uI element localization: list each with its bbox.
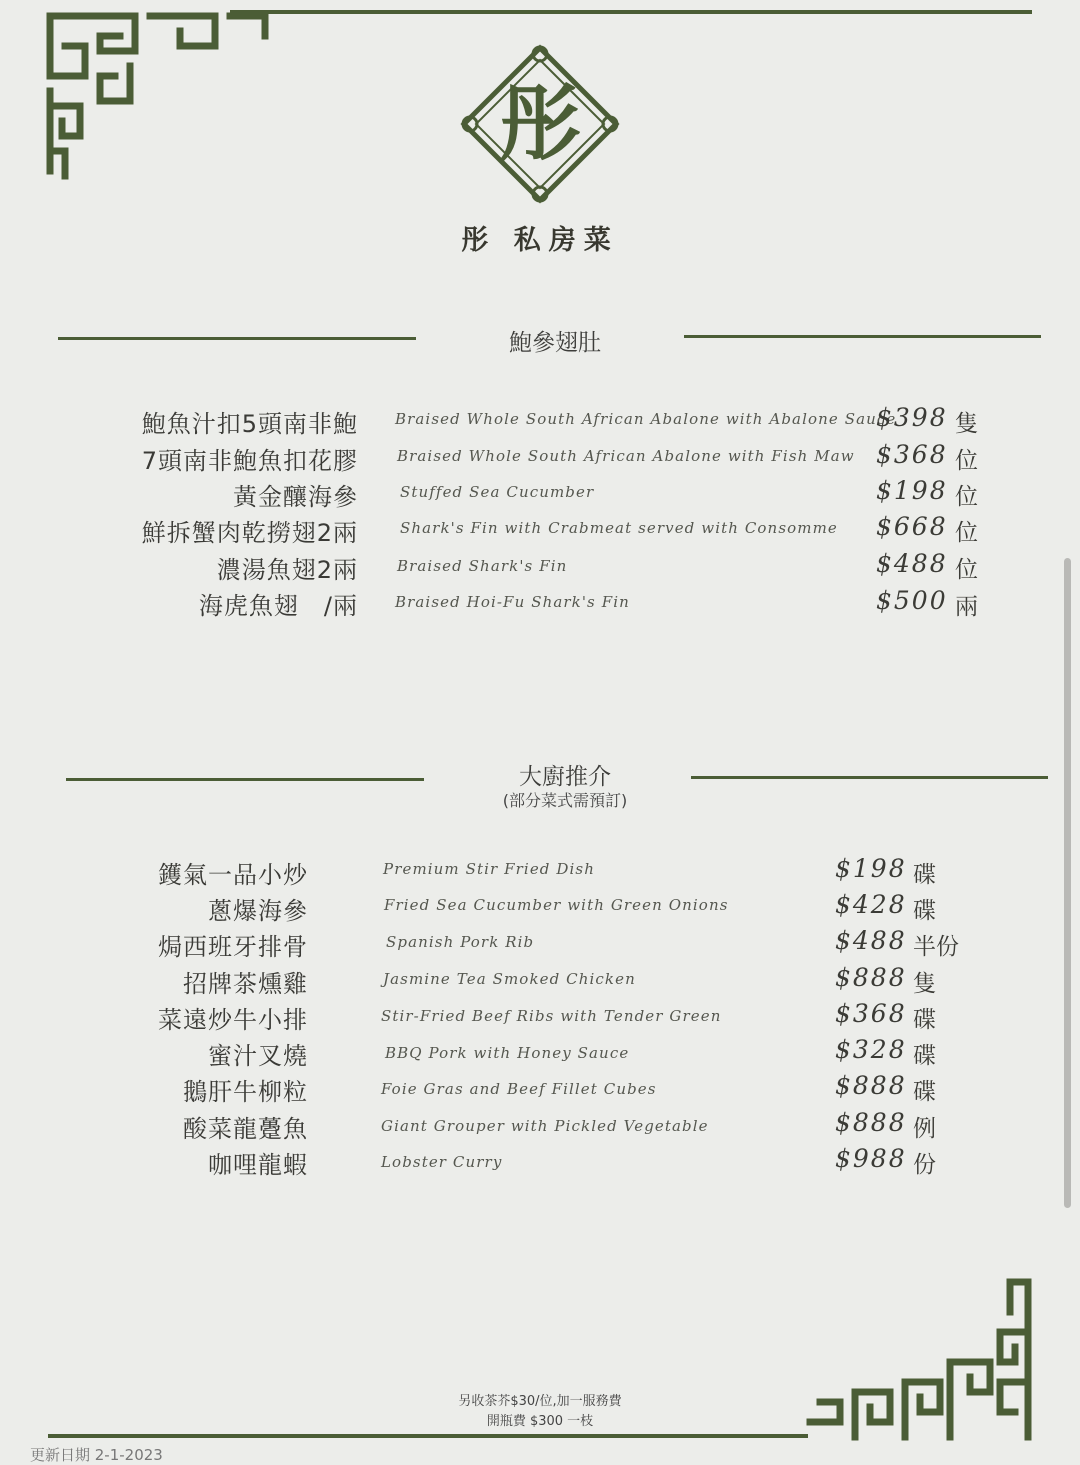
dish-chinese-name: 鵝肝牛柳粒 — [183, 1078, 308, 1106]
dish-chinese-name: 酸菜龍躉魚 — [183, 1115, 308, 1143]
service-charge-note: 另收茶芥$30/位,加一服務費 — [458, 1394, 622, 1409]
dish-english-name: Premium Stir Fried Dish — [383, 860, 595, 878]
dish-english-name: Stir-Fried Beef Ribs with Tender Green — [381, 1007, 722, 1025]
corner-fret-ornament-bottom-right — [800, 1272, 1040, 1444]
section1-title: 鮑參翅肚 — [509, 330, 601, 356]
dish-unit: 碟 — [913, 1043, 936, 1069]
dish-chinese-name: 黃金釀海參 — [233, 483, 358, 511]
section1-rule-left — [58, 337, 416, 340]
section2-subtitle: (部分菜式需預訂) — [502, 791, 628, 810]
dish-price: $988 — [835, 1144, 907, 1173]
dish-unit: 位 — [955, 448, 978, 474]
corkage-note: 開瓶費 $300 一枝 — [486, 1414, 594, 1429]
dish-unit: 碟 — [913, 898, 936, 924]
dish-price: $500 — [876, 586, 948, 615]
dish-chinese-name: 菜遠炒牛小排 — [158, 1006, 308, 1034]
dish-price: $888 — [835, 1071, 907, 1100]
dish-chinese-name: 蜜汁叉燒 — [208, 1042, 308, 1070]
dish-unit: 隻 — [913, 971, 936, 997]
dish-unit: 碟 — [913, 1079, 936, 1105]
dish-english-name: Foie Gras and Beef Fillet Cubes — [381, 1080, 657, 1098]
dish-price: $668 — [876, 512, 948, 541]
dish-unit: 碟 — [913, 1007, 936, 1033]
dish-english-name: BBQ Pork with Honey Sauce — [385, 1044, 630, 1062]
restaurant-logo — [460, 44, 620, 204]
dish-chinese-name: 鮑魚汁扣5頭南非鮑 — [141, 410, 358, 438]
dish-price: $488 — [876, 549, 948, 578]
section2-title: 大廚推介 — [519, 764, 611, 790]
dish-chinese-name: 蔥爆海參 — [208, 897, 308, 925]
corner-fret-ornament-top-left — [40, 6, 280, 186]
updated-date: 更新日期 2-1-2023 — [30, 1446, 163, 1464]
logo-char: 彤 — [498, 76, 582, 172]
dish-english-name: Braised Hoi-Fu Shark's Fin — [395, 593, 630, 611]
section2-rule-left — [66, 778, 424, 781]
section2-rule-right — [691, 776, 1048, 779]
dish-unit: 例 — [913, 1116, 936, 1142]
dish-unit: 位 — [955, 557, 978, 583]
scrollbar-thumb[interactable] — [1064, 558, 1071, 1208]
dish-chinese-name: 鮮拆蟹肉乾撈翅2兩 — [141, 519, 358, 547]
dish-chinese-name: 鑊氣一品小炒 — [158, 861, 308, 889]
dish-english-name: Lobster Curry — [381, 1153, 503, 1171]
dish-price: $328 — [835, 1035, 907, 1064]
dish-english-name: Stuffed Sea Cucumber — [400, 483, 595, 501]
dish-price: $368 — [835, 999, 907, 1028]
dish-price: $888 — [835, 963, 907, 992]
restaurant-name: 彤 私房菜 — [461, 225, 619, 256]
dish-english-name: Braised Shark's Fin — [397, 557, 568, 575]
bottom-border-line — [48, 1434, 808, 1438]
dish-chinese-name: 7頭南非鮑魚扣花膠 — [141, 447, 358, 475]
dish-unit: 隻 — [955, 411, 978, 437]
dish-english-name: Jasmine Tea Smoked Chicken — [383, 970, 636, 988]
dish-english-name: Braised Whole South African Abalone with Abalone Sauce — [395, 410, 897, 428]
dish-english-name: Spanish Pork Rib — [386, 933, 535, 951]
dish-chinese-name: 濃湯魚翅2兩 — [216, 556, 358, 584]
dish-unit: 兩 — [955, 594, 978, 620]
dish-chinese-name: 焗西班牙排骨 — [158, 933, 308, 961]
dish-english-name: Braised Whole South African Abalone with Fish Maw — [397, 447, 855, 465]
dish-price: $428 — [835, 890, 907, 919]
dish-chinese-name: 咖哩龍蝦 — [208, 1151, 308, 1179]
dish-chinese-name: 海虎魚翅 /兩 — [198, 592, 358, 620]
dish-price: $198 — [876, 476, 948, 505]
dish-english-name: Fried Sea Cucumber with Green Onions — [384, 896, 729, 914]
section1-rule-right — [684, 335, 1041, 338]
top-border-line — [230, 10, 1032, 14]
dish-chinese-name: 招牌茶燻雞 — [183, 970, 308, 998]
dish-price: $368 — [876, 440, 948, 469]
dish-price: $198 — [835, 854, 907, 883]
dish-unit: 份 — [913, 1152, 936, 1178]
dish-unit: 半份 — [913, 934, 959, 960]
dish-price: $888 — [835, 1108, 907, 1137]
dish-english-name: Shark's Fin with Crabmeat served with Consomme — [400, 519, 838, 537]
dish-unit: 位 — [955, 520, 978, 546]
dish-english-name: Giant Grouper with Pickled Vegetable — [381, 1117, 709, 1135]
dish-price: $488 — [835, 926, 907, 955]
dish-price: $398 — [876, 403, 948, 432]
dish-unit: 碟 — [913, 862, 936, 888]
dish-unit: 位 — [955, 484, 978, 510]
